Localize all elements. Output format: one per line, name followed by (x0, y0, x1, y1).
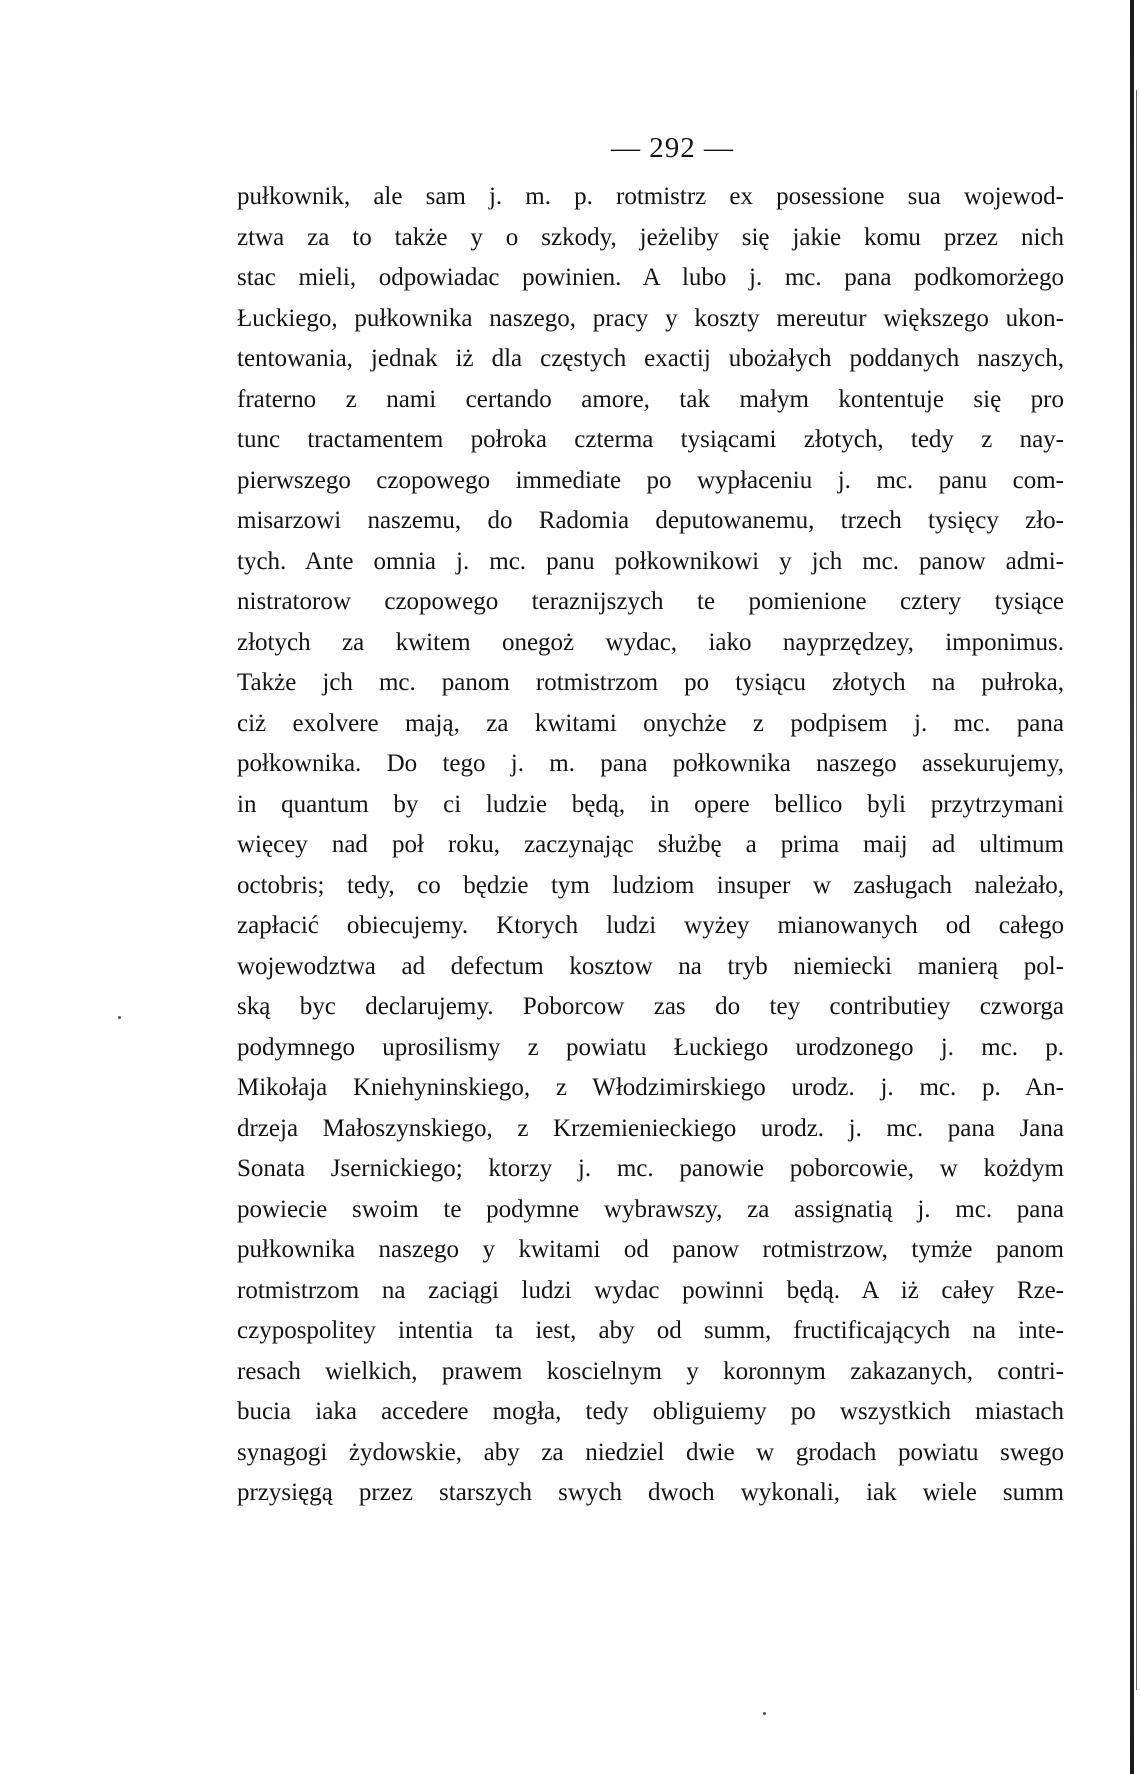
text-line: Także jch mc. panom rotmistrzom po tysiącu złotych na pułroka, (237, 669, 1064, 696)
text-line: tentowania, jednak iż dla częstych exactij ubożałych poddanych naszych, (237, 345, 1064, 372)
text-line: bucia iaka accedere mogła, tedy obliguiemy po wszystkich miastach (237, 1398, 1064, 1425)
scan-speck (118, 1016, 121, 1019)
text-line: podymnego uprosilismy z powiatu Łuckiego urodzonego j. mc. p. (237, 1033, 1064, 1061)
text-line: stac mieli, odpowiadac powinien. A lubo j. mc. pana podkomorżego (237, 264, 1064, 291)
text-line: misarzowi naszemu, do Radomia deputowanemu, trzech tysięcy zło- (237, 507, 1064, 534)
text-line: tych. Ante omnia j. mc. panu połkownikowi y jch mc. panow admi- (237, 547, 1064, 575)
text-line: octobris; tedy, co będzie tym ludziom insuper w zasługach należało, (237, 871, 1064, 899)
text-line: ciż exolvere mają, za kwitami onychże z podpisem j. mc. pana (237, 709, 1064, 737)
scan-edge-thin (1136, 90, 1137, 1690)
text-line: ztwa za to także y o szkody, jeżeliby się jakie komu przez nich (237, 223, 1064, 251)
text-line: pułkownika naszego y kwitami od panow rotmistrzow, tymże panom (237, 1236, 1064, 1263)
body-text (237, 177, 1064, 1514)
text-line: Łuckiego, pułkownika naszego, pracy y koszty mereutur większego ukon- (237, 304, 1064, 332)
text-line: nistratorow czopowego teraznijszych te pomienione cztery tysiące (237, 588, 1064, 615)
text-line: ską byc declarujemy. Poborcow zas do tey contributiey czworga (237, 993, 1064, 1020)
text-line: wojewodztwa ad defectum kosztow na tryb niemiecki manierą pol- (237, 952, 1064, 980)
text-line: Sonata Jsernickiego; ktorzy j. mc. panowie poborcowie, w kożdym (237, 1155, 1064, 1182)
text-line: resach wielkich, prawem koscielnym y koronnym zakazanych, contri- (237, 1357, 1064, 1385)
text-line: in quantum by ci ludzie będą, in opere bellico byli przytrzymani (237, 790, 1064, 818)
text-line: zapłacić obiecujemy. Ktorych ludzi wyżey mianowanych od całego (237, 912, 1064, 939)
text-line: Mikołaja Kniehyninskiego, z Włodzimirskiego urodz. j. mc. p. An- (237, 1074, 1064, 1101)
text-line: czypospolitey intentia ta iest, aby od summ, fructificających na inte- (237, 1317, 1064, 1344)
scan-speck (763, 1712, 766, 1715)
text-line: pierwszego czopowego immediate po wypłaceniu j. mc. panu com- (237, 466, 1064, 494)
text-line: fraterno z nami certando amore, tak małym kontentuje się pro (237, 385, 1064, 413)
text-line: tunc tractamentem połroka czterma tysiącami złotych, tedy z nay- (237, 426, 1064, 453)
text-line: więcey nad poł roku, zaczynając służbę a prima maij ad ultimum (237, 831, 1064, 858)
text-line: przysięgą przez starszych swych dwoch wykonali, iak wiele summ (237, 1479, 1064, 1506)
text-line: pułkownik, ale sam j. m. p. rotmistrz ex posessione sua wojewod- (237, 183, 1064, 210)
text-line: złotych za kwitem onegoż wydac, iako nayprzędzey, imponimus. (237, 628, 1064, 656)
text-line: powiecie swoim te podymne wybrawszy, za assignatią j. mc. pana (237, 1195, 1064, 1223)
text-line: synagogi żydowskie, aby za niedziel dwie w grodach powiatu swego (237, 1438, 1064, 1466)
text-line: połkownika. Do tego j. m. pana połkownika naszego assekurujemy, (237, 750, 1064, 777)
text-line: rotmistrzom na zaciągi ludzi wydac powinni będą. A iż całey Rze- (237, 1276, 1064, 1304)
scan-edge (1130, 0, 1134, 1774)
page-number: — 292 — (611, 132, 734, 164)
text-line: drzeja Małoszynskiego, z Krzemienieckiego urodz. j. mc. pana Jana (237, 1114, 1064, 1142)
